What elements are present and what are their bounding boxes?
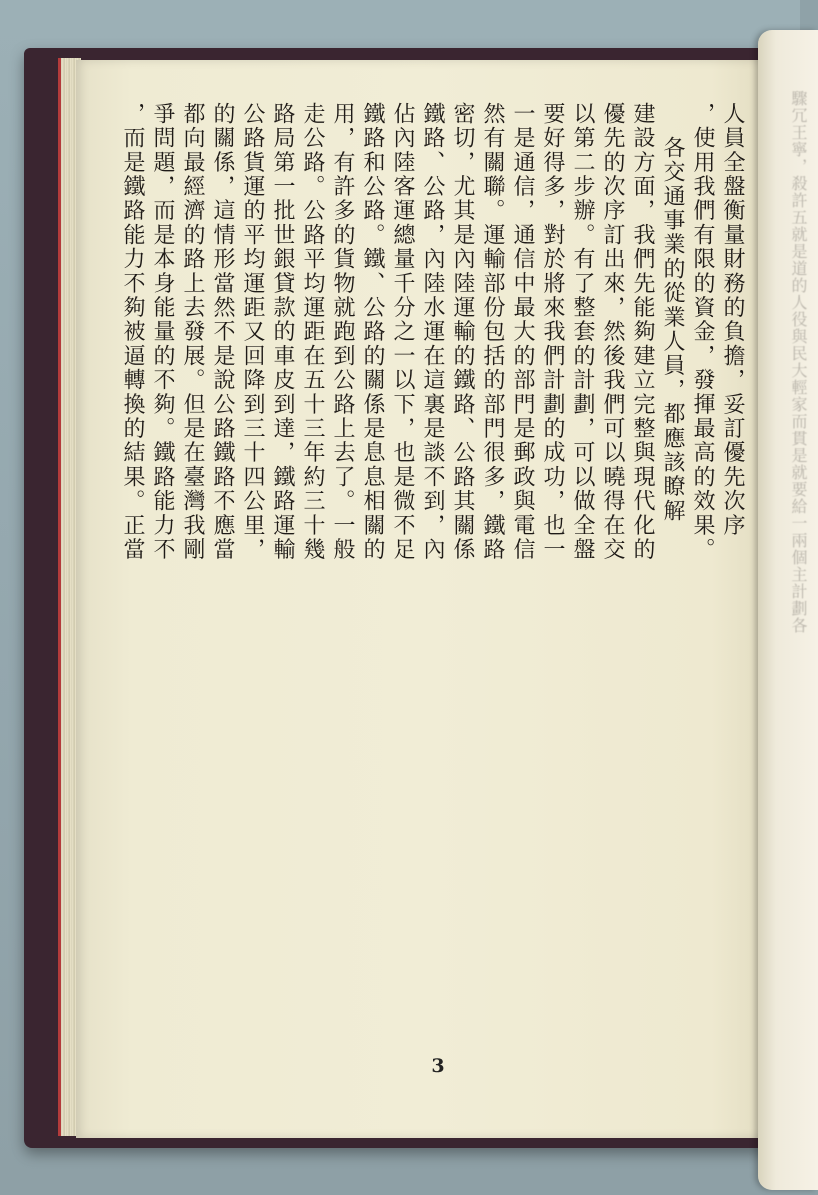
text-column: 各交通事業的從業人員，都應該瞭解 xyxy=(660,136,685,524)
text-column: 走公路。公路平均運距在五十三年約三十幾 xyxy=(300,102,325,562)
text-column: 鐵路和公路。鐵、公路的關係是息息相關的 xyxy=(360,102,385,562)
next-page-stack xyxy=(758,30,818,1190)
text-column: ，使用我們有限的資金，發揮最高的效果。 xyxy=(690,102,715,562)
text-column: 的關係，這情形當然不是說公路鐵路不應當 xyxy=(210,102,235,562)
text-column: 建設方面，我們先能夠建立完整與現代化的 xyxy=(630,102,655,562)
text-column: 人員全盤衡量財務的負擔，妥訂優先次序 xyxy=(720,102,745,538)
vertical-text-block xyxy=(112,102,748,982)
text-column: 公路貨運的平均運距又回降到三十四公里， xyxy=(240,102,265,562)
text-column: 以第二步辦。有了整套的計劃，可以做全盤 xyxy=(570,102,595,562)
text-column: 路局第一批世銀貸款的車皮到達，鐵路運輸 xyxy=(270,102,295,562)
text-column: 然有關聯。運輸部份包括的部門很多，鐵路 xyxy=(480,102,505,562)
text-column: 密切，尤其是內陸運輸的鐵路、公路其關係 xyxy=(450,102,475,562)
page-number: 3 xyxy=(431,1055,445,1077)
bleed-through-text: 驟冗王寧，殺許五就是道的人役與民大輕家而貫是就要給一兩個主計劃各 xyxy=(789,90,808,634)
text-column: 佔內陸客運總量千分之一以下，也是微不足 xyxy=(390,102,415,562)
text-column: 都向最經濟的路上去發展。但是在臺灣我剛 xyxy=(180,102,205,562)
text-column: ，而是鐵路能力不夠被逼轉換的結果。正當 xyxy=(120,102,145,562)
text-column: 要好得多，對於將來我們計劃的成功，也一 xyxy=(540,102,565,562)
text-column: 鐵路、公路，內陸水運在這裏是談不到，內 xyxy=(420,102,445,562)
text-column: 優先的次序訂出來，然後我們可以曉得在交 xyxy=(600,102,625,562)
text-column: 爭問題，而是本身能量的不夠。鐵路能力不 xyxy=(150,102,175,562)
text-column: 用，有許多的貨物就跑到公路上去了。一般 xyxy=(330,102,355,562)
text-column: 一是通信，通信中最大的部門是郵政與電信 xyxy=(510,102,535,562)
